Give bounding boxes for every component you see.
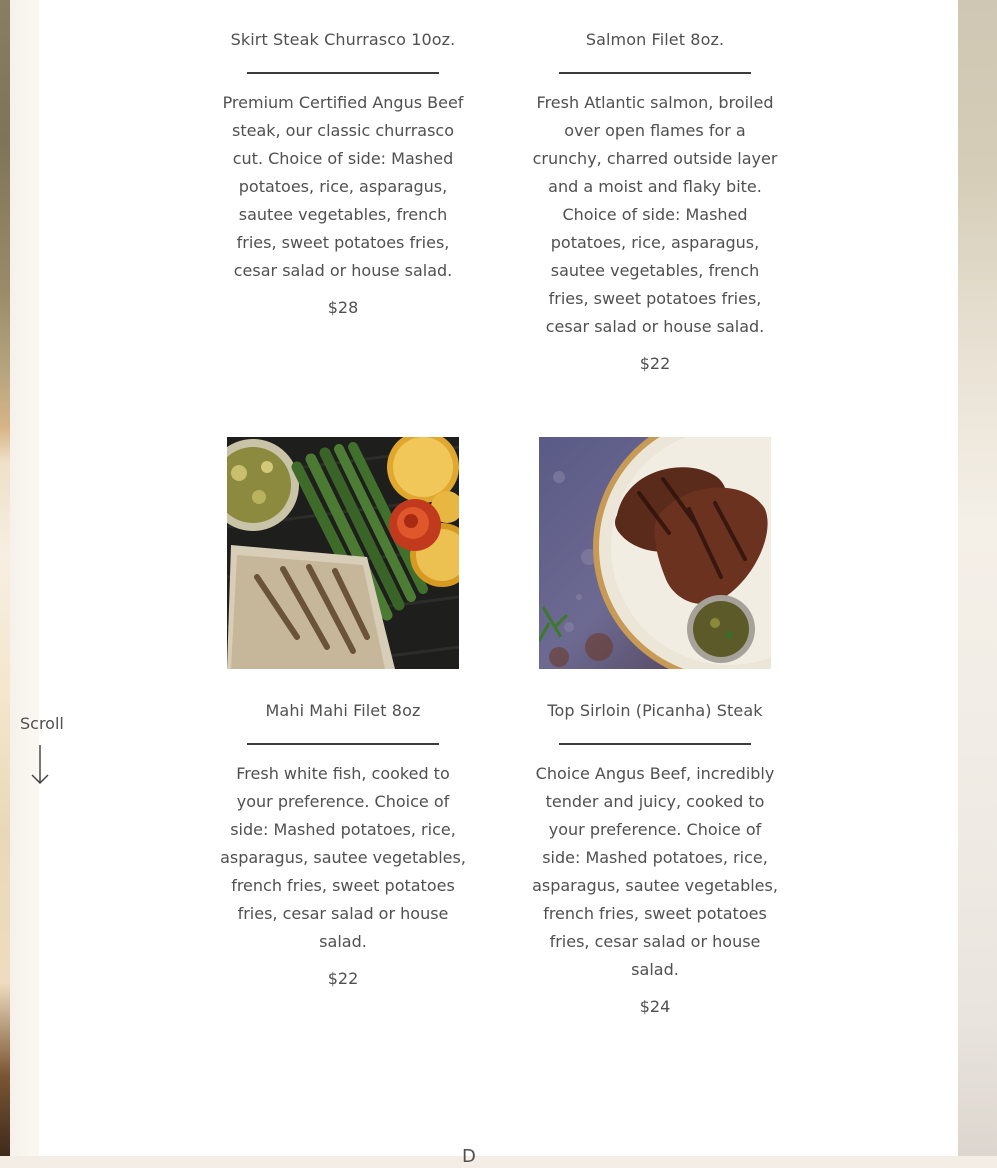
background-photo-right-edge <box>958 0 997 1156</box>
menu-item-mahi-mahi <box>215 700 471 991</box>
arrow-down-icon[interactable] <box>30 744 50 786</box>
title-divider <box>559 743 751 745</box>
title-divider <box>247 72 439 74</box>
left-margin-band <box>10 0 39 1156</box>
item-title: Mahi Mahi Filet 8oz <box>265 701 421 720</box>
menu-item-skirt-steak <box>215 29 471 320</box>
mahi-mahi-photo[interactable] <box>227 437 459 669</box>
item-title: Skirt Steak Churrasco 10oz. <box>230 30 456 49</box>
picanha-image <box>539 437 771 669</box>
item-price: $24 <box>639 997 671 1016</box>
scroll-label[interactable]: Scroll <box>20 714 64 733</box>
item-price: $22 <box>327 969 359 988</box>
title-divider <box>247 743 439 745</box>
picanha-photo[interactable] <box>539 437 771 669</box>
item-title: Salmon Filet 8oz. <box>585 30 725 49</box>
item-title: Top Sirloin (Picanha) Steak <box>547 701 763 720</box>
item-description: Fresh white fish, cooked to your preference. Choice of side: Mashed potatoes, rice, asparagus, sautee vegetables, french fries, sweet potatoes fries, cesar salad or house salad. <box>220 764 466 951</box>
item-description: Choice Angus Beef, incredibly tender and juicy, cooked to your preference. Choice of side: Mashed potatoes, rice, asparagus, sautee vegetables, french fries, sweet potatoes fries, cesar salad or house salad. <box>532 764 778 979</box>
background-photo-left-edge <box>0 0 10 1156</box>
next-section-heading: D <box>462 1146 476 1167</box>
item-price: $28 <box>327 298 359 317</box>
content-panel <box>39 0 958 1156</box>
item-description: Premium Certified Angus Beef steak, our classic churrasco cut. Choice of side: Mashed potatoes, rice, asparagus, sautee vegetables, french fries, sweet potatoes fries, cesar salad or house salad. <box>222 93 464 280</box>
title-divider <box>559 72 751 74</box>
item-price: $22 <box>639 354 671 373</box>
mahi-mahi-image <box>227 437 459 669</box>
menu-item-salmon <box>527 29 783 376</box>
item-description: Fresh Atlantic salmon, broiled over open flames for a crunchy, charred outside layer and a moist and flaky bite. Choice of side: Mashed potatoes, rice, asparagus, sautee vegetables, french fries, sweet potatoes fries, cesar salad or house salad. <box>532 93 778 336</box>
menu-item-picanha <box>527 700 783 1019</box>
